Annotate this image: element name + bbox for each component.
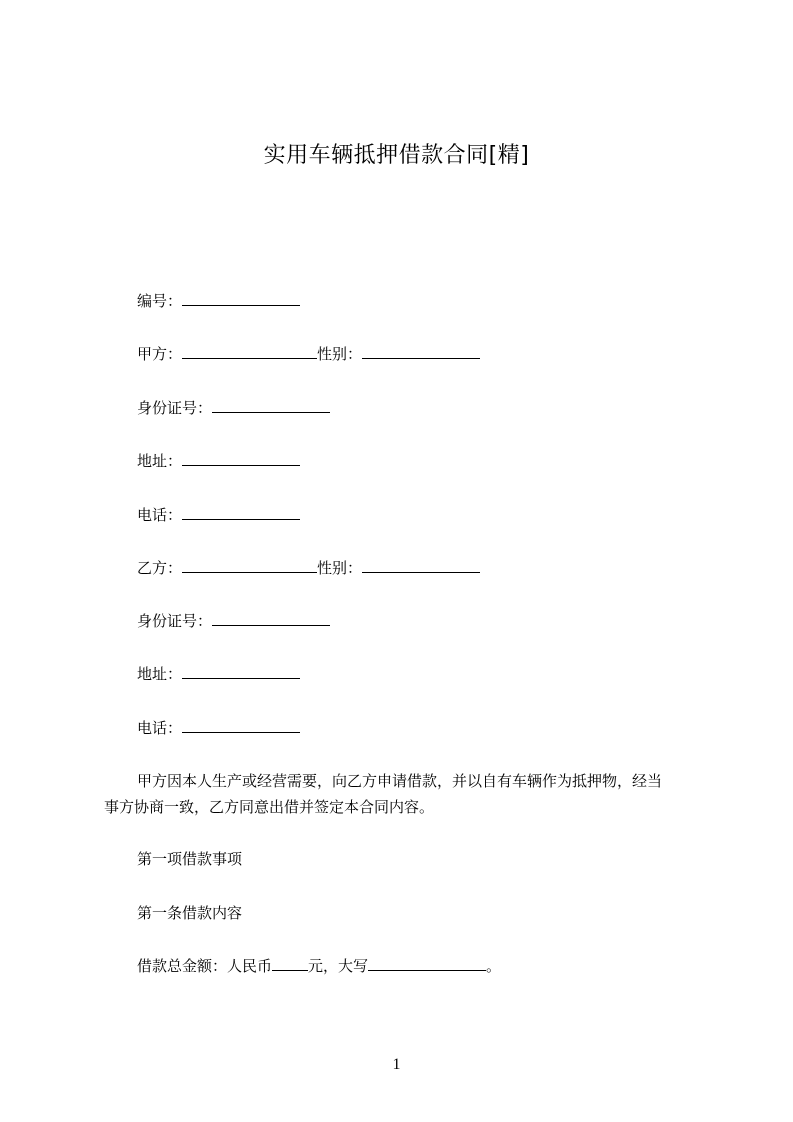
loan-amount-words-blank[interactable] bbox=[368, 955, 486, 971]
field-number bbox=[137, 290, 300, 312]
field-party-b-address-blank[interactable] bbox=[182, 663, 300, 679]
field-party-a-address-blank[interactable] bbox=[182, 450, 300, 466]
loan-amount-prefix: 借款总金额：人民币 bbox=[137, 957, 273, 975]
field-party-b-phone-blank[interactable] bbox=[182, 717, 300, 733]
field-party-a-gender-blank[interactable] bbox=[362, 343, 480, 359]
intro-line-2: 事方协商一致，乙方同意出借并签定本合同内容。 bbox=[104, 798, 435, 816]
loan-amount-unit: 元，大写 bbox=[308, 957, 369, 975]
field-party-b-phone-label: 电话： bbox=[137, 719, 183, 737]
field-party-b bbox=[137, 557, 480, 579]
field-party-a-blank[interactable] bbox=[182, 343, 317, 359]
field-party-b-id-blank[interactable] bbox=[212, 610, 330, 626]
field-party-b-address-label: 地址： bbox=[137, 665, 183, 683]
intro-paragraph bbox=[104, 768, 704, 820]
field-party-b-address bbox=[137, 663, 300, 685]
field-party-a-phone bbox=[137, 504, 300, 526]
field-party-a-id-label: 身份证号： bbox=[137, 399, 213, 417]
field-party-a bbox=[137, 343, 480, 365]
field-party-b-blank[interactable] bbox=[182, 557, 317, 573]
field-party-a-address-label: 地址： bbox=[137, 452, 183, 470]
field-party-a-id bbox=[137, 397, 330, 419]
field-party-a-phone-blank[interactable] bbox=[182, 504, 300, 520]
document-title: 实用车辆抵押借款合同[精] bbox=[263, 143, 530, 168]
loan-amount-line bbox=[137, 955, 501, 977]
field-party-b-gender-blank[interactable] bbox=[362, 557, 480, 573]
section-heading: 第一项借款事项 bbox=[137, 850, 243, 868]
field-party-a-id-blank[interactable] bbox=[212, 397, 330, 413]
intro-line-1: 甲方因本人生产或经营需要，向乙方申请借款，并以自有车辆作为抵押物，经当 bbox=[137, 772, 663, 790]
field-party-a-address bbox=[137, 450, 300, 472]
field-party-b-id bbox=[137, 610, 330, 632]
field-party-b-phone bbox=[137, 717, 300, 739]
page-number: 1 bbox=[392, 1056, 401, 1073]
field-number-label: 编号： bbox=[137, 292, 183, 310]
field-party-a-label: 甲方： bbox=[137, 345, 183, 363]
loan-amount-suffix: 。 bbox=[486, 957, 502, 975]
loan-amount-blank[interactable] bbox=[272, 955, 308, 971]
field-party-a-gender-label: 性别： bbox=[317, 345, 363, 363]
article-heading: 第一条借款内容 bbox=[137, 904, 243, 922]
field-party-b-id-label: 身份证号： bbox=[137, 612, 213, 630]
field-party-b-gender-label: 性别： bbox=[317, 559, 363, 577]
field-number-blank[interactable] bbox=[182, 290, 300, 306]
field-party-a-phone-label: 电话： bbox=[137, 506, 183, 524]
field-party-b-label: 乙方： bbox=[137, 559, 183, 577]
